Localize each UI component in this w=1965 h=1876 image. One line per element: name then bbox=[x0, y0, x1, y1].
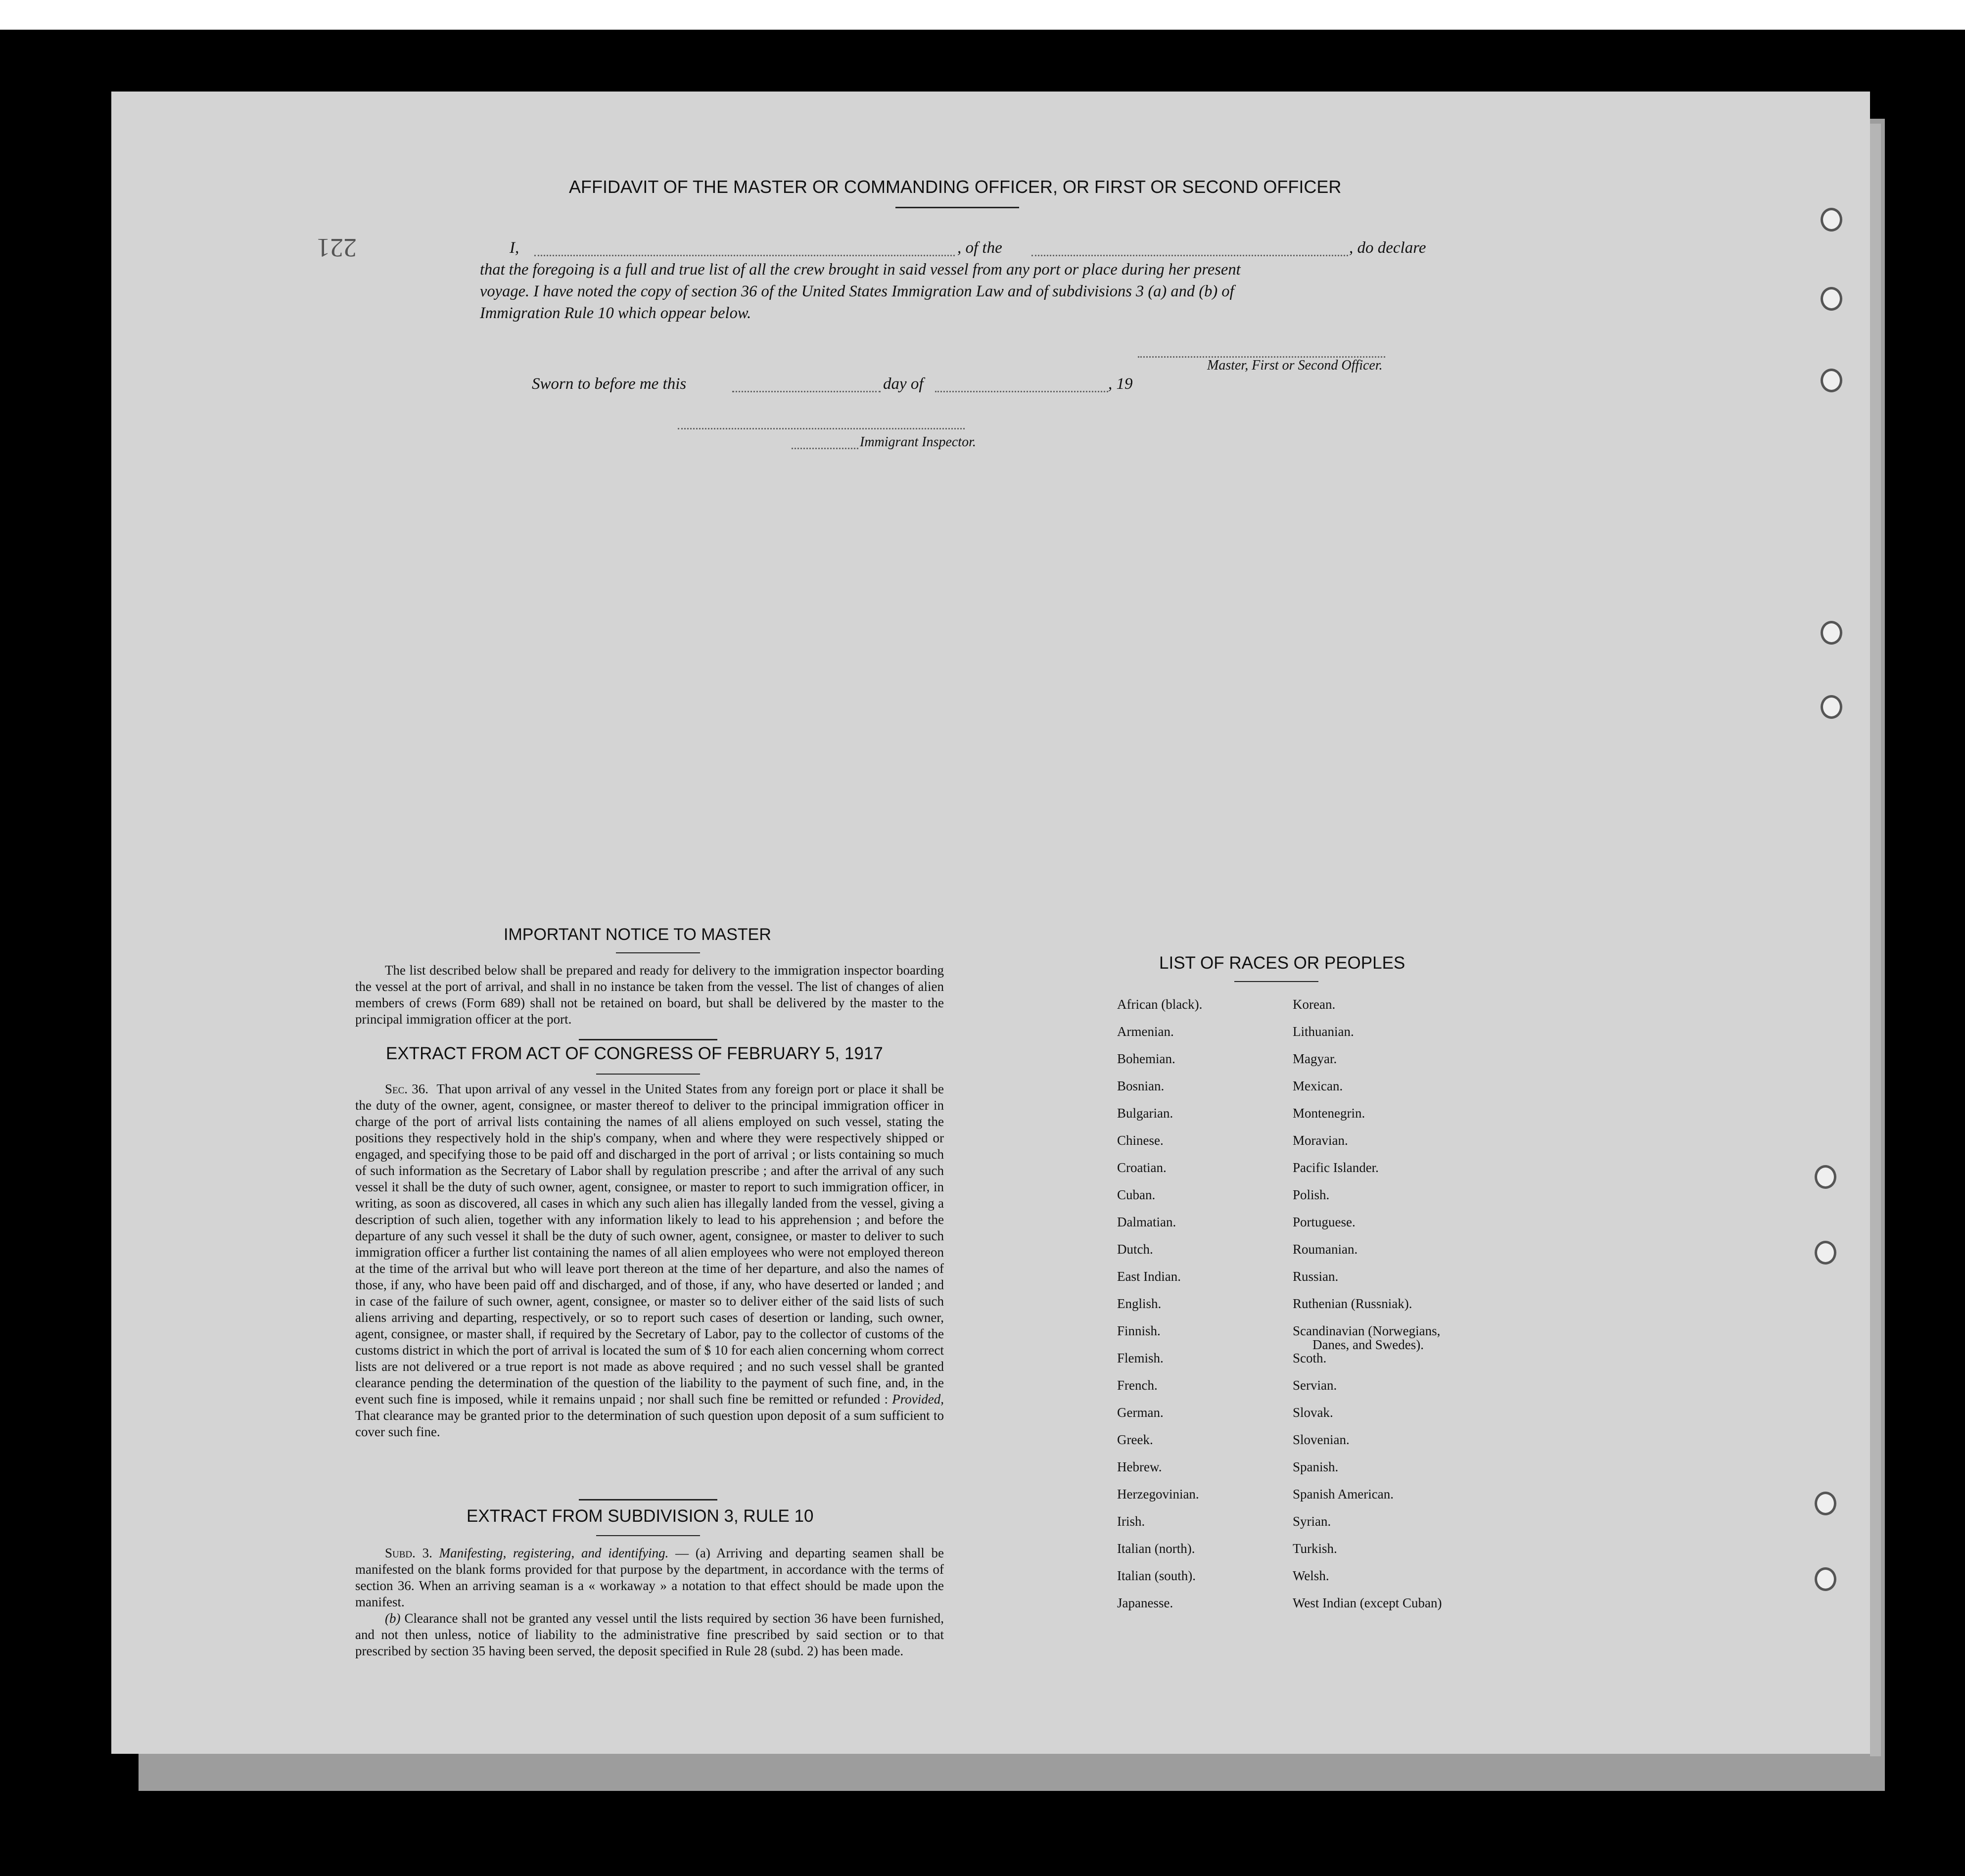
notice-title-rule bbox=[616, 952, 700, 953]
race-item: Bosnian. bbox=[1117, 1079, 1165, 1093]
subd-label: Subd. 3. bbox=[385, 1546, 432, 1560]
notice-paragraph: The list described below shall be prepared and ready for delivery to the immigration inspector boarding the vessel at the port of arrival, and shall in no instance be taken from the vessel. The list of changes of alien members of crews (Form 689) shall not be retained on board, but shall be delivered by the master to the principal immigration officer at the port. bbox=[355, 963, 944, 1027]
act-title-top-rule bbox=[579, 1039, 717, 1040]
affidavit-do-declare-label: , do declare bbox=[1349, 239, 1426, 257]
race-item: Russian. bbox=[1293, 1269, 1339, 1284]
race-item: Spanish American. bbox=[1293, 1487, 1394, 1501]
race-item: Ruthenian (Russniak). bbox=[1293, 1296, 1412, 1311]
race-item: Welsh. bbox=[1293, 1568, 1329, 1583]
race-item: Slovenian. bbox=[1293, 1432, 1350, 1447]
affidavit-title: AFFIDAVIT OF THE MASTER OR COMMANDING OFFICER, OR FIRST OR SECOND OFFICER bbox=[569, 177, 1342, 197]
document-page bbox=[111, 92, 1870, 1754]
race-item: Danes, and Swedes). bbox=[1312, 1337, 1424, 1352]
affidavit-line-2: that the foregoing is a full and true list of all the crew brought in said vessel from any port or place during her present bbox=[480, 261, 1241, 279]
binder-hole bbox=[1821, 287, 1842, 311]
race-item: Moravian. bbox=[1293, 1133, 1348, 1148]
race-item: Croatian. bbox=[1117, 1160, 1167, 1175]
race-item: Dalmatian. bbox=[1117, 1215, 1176, 1229]
race-item: Italian (south). bbox=[1117, 1568, 1196, 1583]
binder-hole bbox=[1815, 1567, 1836, 1591]
sworn-month-line bbox=[935, 391, 1108, 392]
race-item: Armenian. bbox=[1117, 1024, 1174, 1039]
day-of-label: day of bbox=[883, 375, 924, 393]
race-item: West Indian (except Cuban) bbox=[1293, 1595, 1442, 1610]
race-item: Magyar. bbox=[1293, 1051, 1337, 1066]
scanner-top-strip bbox=[0, 0, 1965, 30]
races-title: LIST OF RACES OR PEOPLES bbox=[1159, 953, 1405, 973]
sworn-day-line bbox=[732, 391, 881, 392]
inspector-signature-line-short bbox=[792, 448, 858, 449]
race-item: Scandinavian (Norwegians, bbox=[1293, 1323, 1441, 1338]
affidavit-title-rule bbox=[895, 207, 1019, 208]
race-item: French. bbox=[1117, 1378, 1158, 1393]
race-item: Servian. bbox=[1293, 1378, 1337, 1393]
race-item: Slovak. bbox=[1293, 1405, 1333, 1420]
binder-hole bbox=[1815, 1241, 1836, 1265]
vessel-name-line bbox=[1031, 255, 1348, 256]
race-item: Japanesse. bbox=[1117, 1595, 1173, 1610]
race-item: Flemish. bbox=[1117, 1351, 1164, 1365]
race-item: Syrian. bbox=[1293, 1514, 1331, 1529]
race-item: Lithuanian. bbox=[1293, 1024, 1354, 1039]
inspector-label: Immigrant Inspector. bbox=[860, 434, 976, 450]
race-item: Herzegovinian. bbox=[1117, 1487, 1199, 1501]
margin-page-number: 221 bbox=[317, 233, 357, 263]
race-item: Scoth. bbox=[1293, 1351, 1327, 1365]
race-item: Spanish. bbox=[1293, 1459, 1339, 1474]
race-item: Korean. bbox=[1293, 997, 1336, 1012]
rule-paragraph-a bbox=[355, 1545, 944, 1610]
binder-hole bbox=[1815, 1492, 1836, 1515]
inspector-signature-line bbox=[678, 428, 965, 429]
rule-extract-title: EXTRACT FROM SUBDIVISION 3, RULE 10 bbox=[467, 1506, 814, 1526]
provided-label: Provided, bbox=[892, 1392, 944, 1407]
race-item: African (black). bbox=[1117, 997, 1203, 1012]
act-extract-text bbox=[355, 1081, 944, 1440]
rule-title-bottom-rule bbox=[596, 1535, 700, 1536]
race-item: Mexican. bbox=[1293, 1079, 1343, 1093]
race-item: Irish. bbox=[1117, 1514, 1145, 1529]
sworn-label: Sworn to before me this bbox=[532, 375, 687, 393]
binder-hole bbox=[1821, 369, 1842, 392]
act-body-end: That clearance may be granted prior to the determination of such question upon deposit of a sum sufficient to cover such fine. bbox=[355, 1408, 944, 1439]
para-a-text: — (a) Arriving and departing seamen shall be manifested on the blank forms provided for that purpose by the department, in accordance with the terms of section 36. When an arriving seaman is a « workaway » a notation to that effect should be made upon the manifest. bbox=[355, 1546, 944, 1609]
race-item: Portuguese. bbox=[1293, 1215, 1356, 1229]
act-body: That upon arrival of any vessel in the United States from any foreign port or place it shall be the duty of the owner, agent, consignee, or master thereof to deliver to the principal immigration officer in charge of the port of arrival lists containing the names of all aliens employed on such vessel, stating the positions they respectively hold in the ship's company, when and where they were respectively shipped or engaged, and specifying those to be paid off and discharged in the port of arrival ; or lists containing so much of such information as the Secretary of Labor shall by regulation prescribe ; and after the arrival of any such vessel it shall be the duty of such owner, agent, consignee, or master to report to such immigration officer, in writing, as soon as discovered, all cases in which any such alien has illegally landed from the vessel, giving a description of such alien, together with any information likely to lead to his apprehension ; and before the departure of any such vessel it shall be the duty of such owner, agent, consignee, or master to deliver to such immigration officer a further list containing the names of all alien employees who were not employed thereon at the time of the arrival but who will leave port thereon at the time of her departure, and also the names of those, if any, who have been paid off and discharged, and of those, if any, who have deserted or landed ; and in case of the failure of such owner, agent, consignee, or master so to deliver either of the said lists of such aliens arriving and departing, respectively, or so to report such cases of desertion or landing, such owner, agent, consignee, or master shall, if required by the Secretary of Labor, pay to the collector of customs of the customs district in which the port of arrival is located the sum of $ 10 for each alien concerning whom correct lists are not delivered or a true report is not made as above required ; and no such vessel shall be granted clearance pending the determination of the question of the liability to the payment of such fine, and, in the event such fine is imposed, while it remains unpaid ; nor shall such fine be remitted or refunded : bbox=[355, 1081, 944, 1407]
affidavit-i-label: I, bbox=[510, 239, 519, 257]
master-name-line bbox=[534, 255, 955, 256]
race-item: German. bbox=[1117, 1405, 1164, 1420]
section-label: Sec. 36. bbox=[385, 1081, 429, 1096]
rule-paragraph-b bbox=[355, 1610, 944, 1659]
act-title-bottom-rule bbox=[596, 1074, 700, 1075]
race-item: Pacific Islander. bbox=[1293, 1160, 1379, 1175]
para-b-text: Clearance shall not be granted any vessel until the lists required by section 36 have been furnished, and not then unless, notice of liability to the administrative fine prescribed by said section or to that prescribed by section 35 having been served, the deposit specified in Rule 28 (subd. 2) has been made. bbox=[355, 1611, 944, 1658]
race-item: Turkish. bbox=[1293, 1541, 1337, 1556]
rule-extract-text bbox=[355, 1545, 944, 1659]
race-item: Montenegrin. bbox=[1293, 1106, 1365, 1121]
race-item: Hebrew. bbox=[1117, 1459, 1162, 1474]
affidavit-of-the-label: , of the bbox=[957, 239, 1002, 257]
affidavit-line-3: voyage. I have noted the copy of section 36 of the United States Immigration Law and of subdivisions 3 (a) and (b) of bbox=[480, 282, 1234, 300]
races-title-rule bbox=[1234, 981, 1318, 982]
race-item: Polish. bbox=[1293, 1187, 1330, 1202]
race-item: Greek. bbox=[1117, 1432, 1153, 1447]
para-b-lead: (b) bbox=[385, 1611, 401, 1626]
race-item: East Indian. bbox=[1117, 1269, 1181, 1284]
race-item: English. bbox=[1117, 1296, 1162, 1311]
race-item: Chinese. bbox=[1117, 1133, 1164, 1148]
subd-heading: Manifesting, registering, and identifying. bbox=[439, 1546, 669, 1560]
binder-hole bbox=[1821, 621, 1842, 645]
binder-hole bbox=[1821, 695, 1842, 719]
notice-title: IMPORTANT NOTICE TO MASTER bbox=[504, 925, 771, 944]
page-stack-edge bbox=[1870, 124, 1881, 1756]
race-item: Bulgarian. bbox=[1117, 1106, 1173, 1121]
race-item: Finnish. bbox=[1117, 1323, 1161, 1338]
year-label: , 19 bbox=[1108, 375, 1133, 393]
race-item: Cuban. bbox=[1117, 1187, 1156, 1202]
race-item: Italian (north). bbox=[1117, 1541, 1195, 1556]
notice-text bbox=[355, 962, 944, 1028]
rule-title-top-rule bbox=[579, 1499, 717, 1501]
race-item: Roumanian. bbox=[1293, 1242, 1358, 1257]
race-item: Bohemian. bbox=[1117, 1051, 1175, 1066]
binder-hole bbox=[1815, 1165, 1836, 1189]
binder-hole bbox=[1821, 208, 1842, 232]
affidavit-line-4: Immigration Rule 10 which oppear below. bbox=[480, 304, 751, 322]
act-paragraph bbox=[355, 1081, 944, 1440]
race-item: Dutch. bbox=[1117, 1242, 1153, 1257]
master-signature-label: Master, First or Second Officer. bbox=[1207, 358, 1383, 373]
act-extract-title: EXTRACT FROM ACT OF CONGRESS OF FEBRUARY 5, 1917 bbox=[386, 1044, 883, 1063]
